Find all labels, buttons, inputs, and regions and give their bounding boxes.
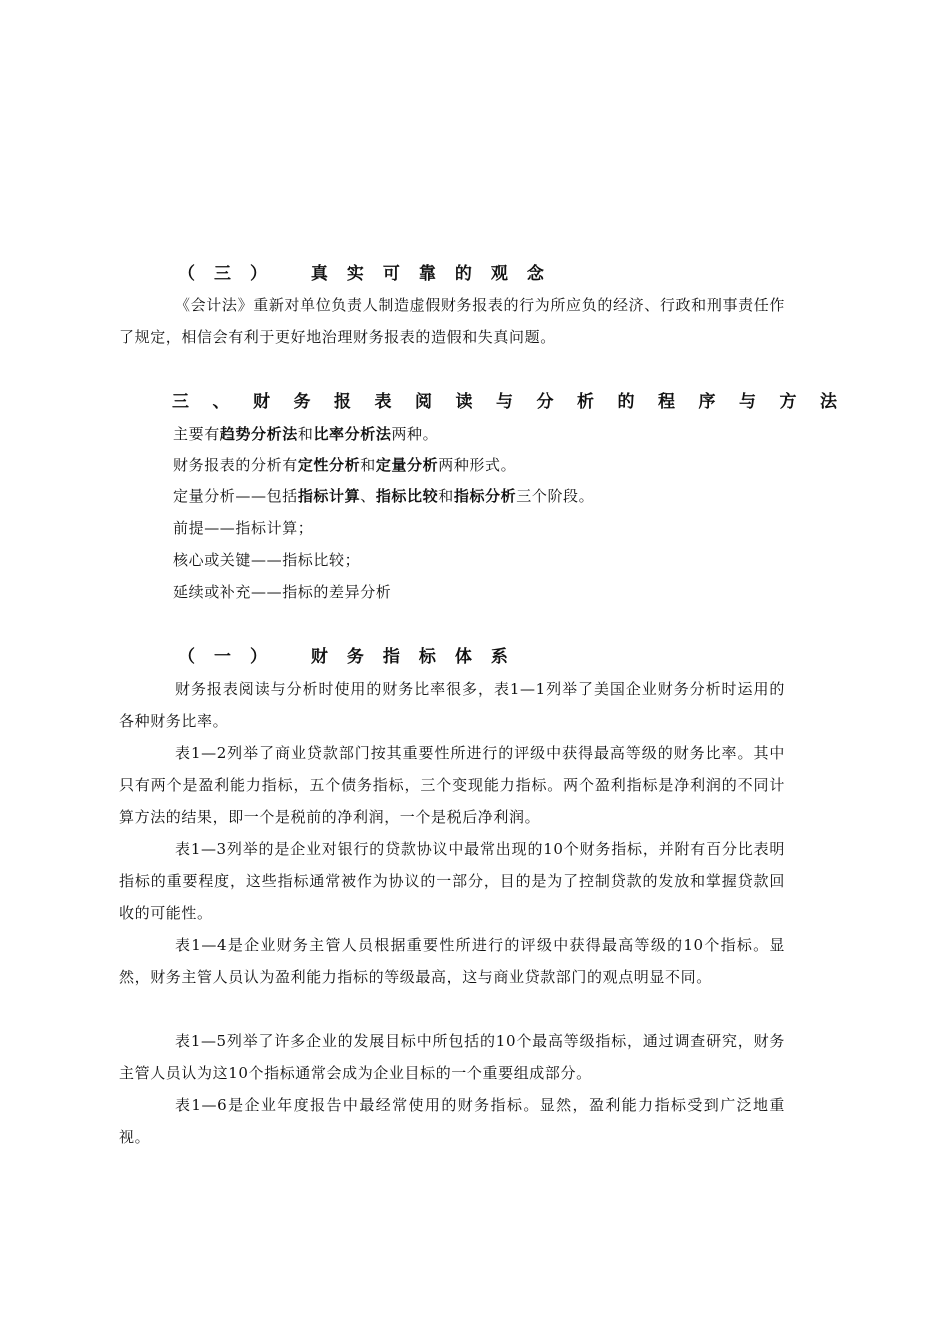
term-indicator-comparison: 指标比较 [375, 487, 439, 505]
term-qualitative-analysis: 定性分析 [297, 456, 361, 474]
section-heading-procedures-methods: 三、财务报表阅读与分析的程序与方法 [172, 392, 861, 412]
section-heading-indicator-system: （一） 财务指标体系 [178, 647, 527, 667]
line-quantitative-stages: 定量分析——包括指标计算、指标比较和指标分析三个阶段。 [173, 487, 595, 505]
line-analysis-methods: 主要有趋势分析法和比率分析法两种。 [173, 425, 439, 443]
paragraph-table-1-4: 表1—4是企业财务主管人员根据重要性所进行的评级中获得最高等级的10个指标。显然，财务主管人员认为盈利能力指标的等级最高，这与商业贷款部门的观点明显不同。 [119, 936, 785, 986]
section-heading-reliability: （三） 真实可靠的观念 [178, 264, 563, 284]
line-premise: 前提——指标计算； [173, 519, 314, 537]
term-indicator-calculation: 指标计算 [297, 487, 361, 505]
paragraph-table-1-1: 财务报表阅读与分析时使用的财务比率很多，表1—1列举了美国企业财务分析时运用的各种财务比率。 [119, 680, 785, 730]
term-indicator-analysis: 指标分析 [453, 487, 517, 505]
paragraph-table-1-2: 表1—2列举了商业贷款部门按其重要性所进行的评级中获得最高等级的财务比率。其中只有两个是盈利能力指标，五个债务指标，三个变现能力指标。两个盈利指标是净利润的不同计算方法的结果，即一个是税前的净利润，一个是税后净利润。 [119, 744, 785, 826]
paragraph-table-1-6: 表1—6是企业年度报告中最经常使用的财务指标。显然，盈利能力指标受到广泛地重视。 [119, 1096, 785, 1146]
line-analysis-forms: 财务报表的分析有定性分析和定量分析两种形式。 [173, 456, 517, 474]
line-continuation: 延续或补充——指标的差异分析 [173, 583, 392, 601]
term-trend-analysis: 趋势分析法 [219, 425, 298, 443]
term-ratio-analysis: 比率分析法 [313, 425, 392, 443]
paragraph-accounting-law: 《会计法》重新对单位负责人制造虚假财务报表的行为所应负的经济、行政和刑事责任作了规定，相信会有利于更好地治理财务报表的造假和失真问题。 [119, 296, 785, 346]
line-core: 核心或关键——指标比较； [173, 551, 361, 569]
paragraph-table-1-3: 表1—3列举的是企业对银行的贷款协议中最常出现的10个财务指标，并附有百分比表明指标的重要程度，这些指标通常被作为协议的一部分，目的是为了控制贷款的发放和掌握贷款回收的可能性。 [119, 840, 785, 922]
term-quantitative-analysis: 定量分析 [375, 456, 439, 474]
paragraph-table-1-5: 表1—5列举了许多企业的发展目标中所包括的10个最高等级指标，通过调查研究，财务主管人员认为这10个指标通常会成为企业目标的一个重要组成部分。 [119, 1032, 785, 1082]
